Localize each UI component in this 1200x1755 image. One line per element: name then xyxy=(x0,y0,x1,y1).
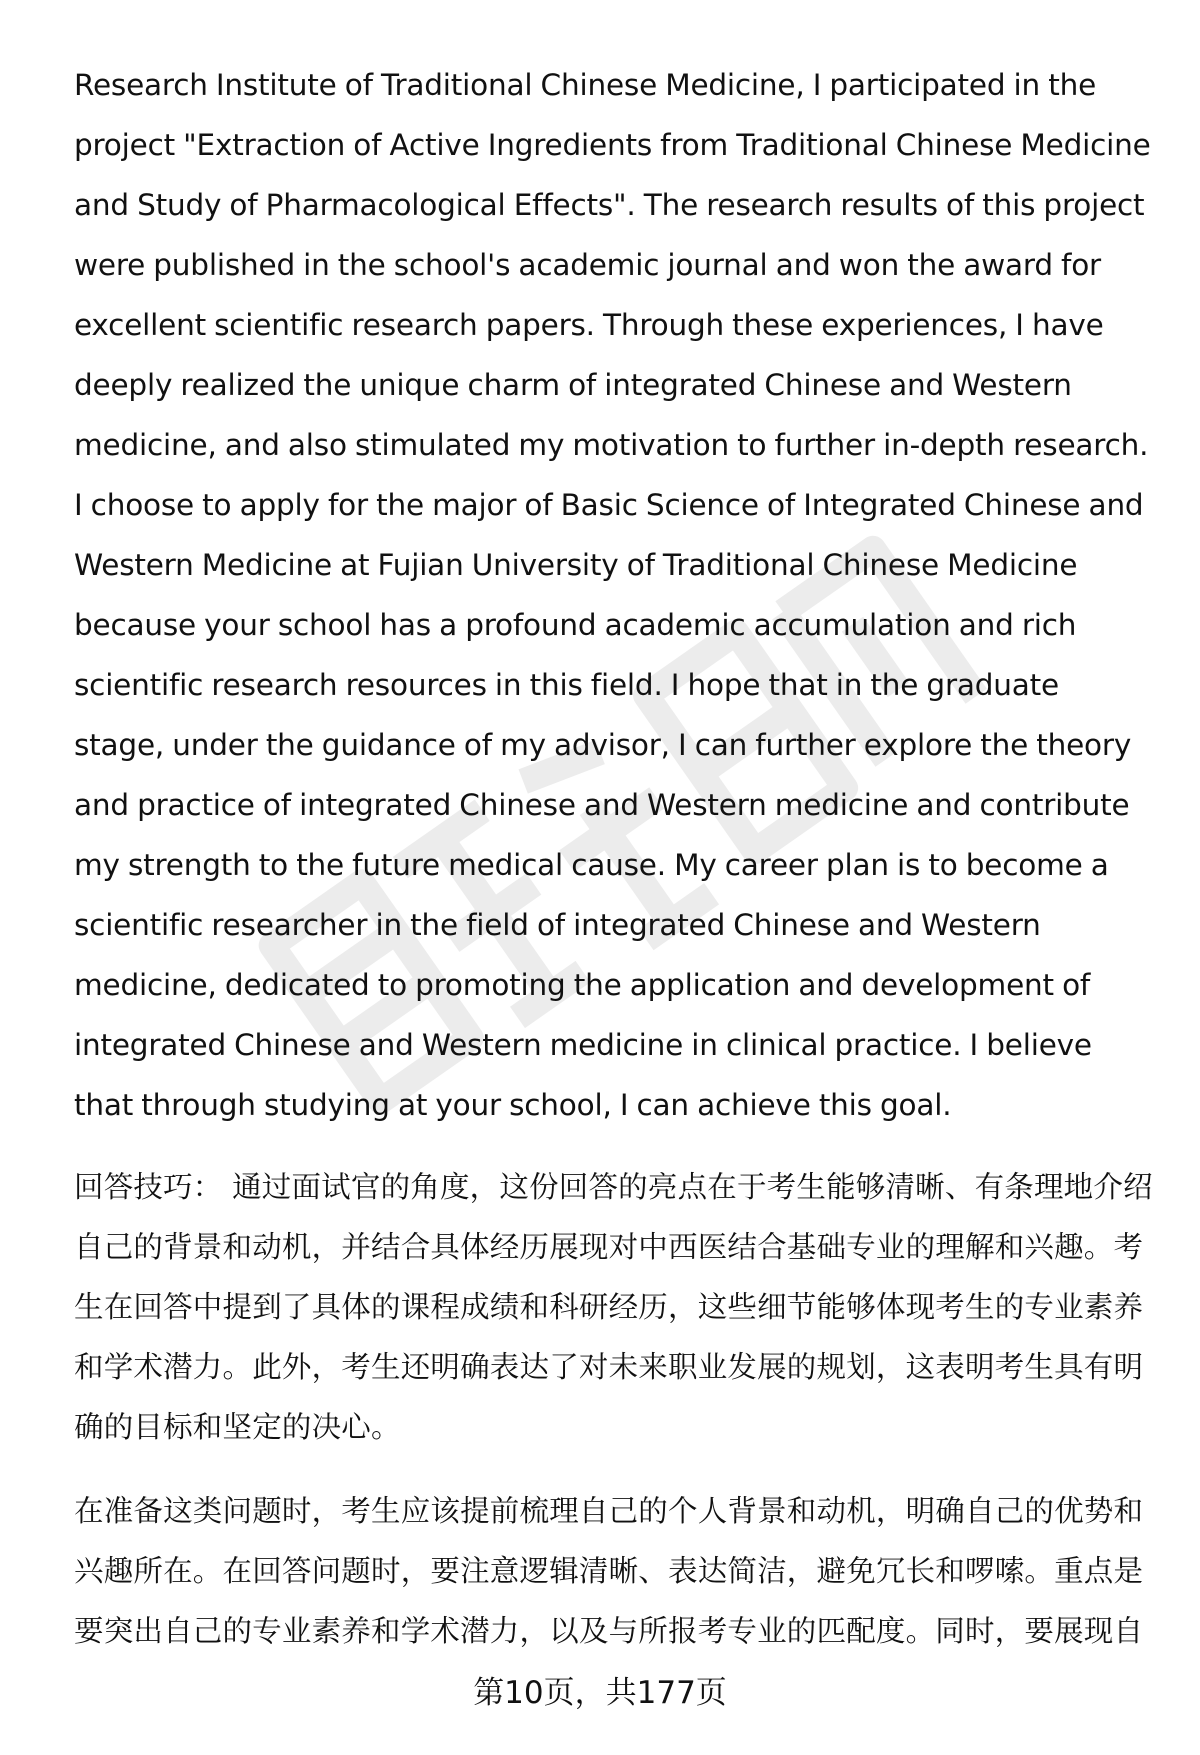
answer-tips-paragraph: 回答技巧： 通过面试官的角度，这份回答的亮点在于考生能够清晰、有条理地介绍自己的背景和动机，并结合具体经历展现对中西医结合基础专业的理解和兴趣。考生在回答中提到了具体的课程成绩和科研经历，这些细节能够体现考生的专业素养和学术潜力。此外，考生还明确表达了对未来职业发展的规划，这表明考生具有明确的目标和坚定的决心。 xyxy=(74,1170,1153,1444)
answer-paragraph: Research Institute of Traditional Chinese Medicine, I participated in the project "Extraction of Active Ingredients from Traditional Chinese Medicine and Study of Pharmacological Effects". The research results of this project were published in the school's academic journal and won the award for excellent scientific research papers. Through these experiences, I have deeply realized the unique charm of integrated Chinese and Western medicine, and also stimulated my motivation to further in-depth research. I choose to apply for the major of Basic Science of Integrated Chinese and Western Medicine at Fujian University of Traditional Chinese Medicine because your school has a profound academic accumulation and rich scientific research resources in this field. I hope that in the graduate stage, under the guidance of my advisor, I can further explore the theory and practice of integrated Chinese and Western medicine and contribute my strength to the future medical cause. My career plan is to become a scientific researcher in the field of integrated Chinese and Western medicine, dedicated to promoting the application and development of integrated Chinese and Western medicine in clinical practice. I believe that through studying at your school, I can achieve this goal. xyxy=(74,68,1151,1122)
page-number-footer: 第10页，共177页 xyxy=(473,1675,727,1711)
content-area xyxy=(74,55,1154,1661)
preparation-advice-paragraph: 在准备这类问题时，考生应该提前梳理自己的个人背景和动机，明确自己的优势和兴趣所在。在回答问题时，要注意逻辑清晰、表达简洁，避免冗长和啰嗦。重点是要突出自己的专业素养和学术潜力，以及与所报考专业的匹配度。同时，要展现自 xyxy=(74,1494,1144,1648)
